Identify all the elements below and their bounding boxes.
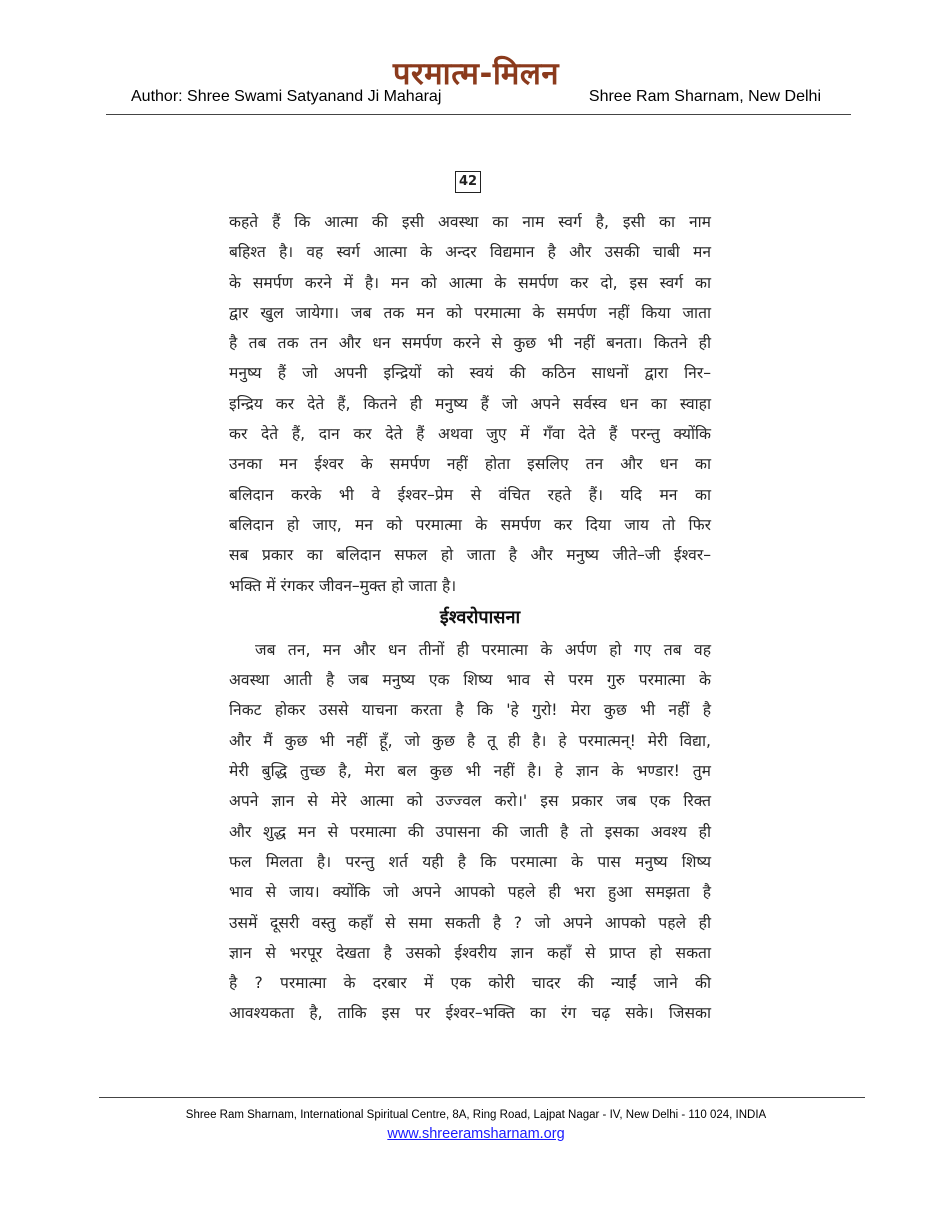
text-line: ज्ञान से भरपूर देखता है उसको ईश्वरीय ज्ञान कहाँ से प्राप्त हो सकता	[229, 943, 711, 962]
body-text	[229, 207, 711, 1029]
text-line: है ? परमात्मा के दरबार में एक कोरी चादर की न्याईं जाने की	[229, 974, 711, 993]
text-line: फल मिलता है। परन्तु शर्त यही है कि परमात्मा के पास मनुष्य शिष्य	[229, 852, 711, 871]
text-line: द्वार खुल जायेगा। जब तक मन को परमात्मा के समर्पण नहीं किया जाता	[229, 303, 711, 322]
text-line: मनुष्य हैं जो अपनी इन्द्रियों को स्वयं की कठिन साधनों द्वारा निर–	[229, 364, 711, 383]
section-heading: ईश्वरोपासना	[439, 606, 521, 628]
text-line: कर देते हैं, दान कर देते हैं अथवा जुए में गँवा देते हैं परन्तु क्योंकि	[229, 425, 711, 444]
text-line: सब प्रकार का बलिदान सफल हो जाता है और मनुष्य जीते–जी ईश्वर–	[229, 546, 711, 565]
text-line: जब तन, मन और धन तीनों ही परमात्मा के अर्पण हो गए तब वह	[255, 640, 711, 659]
paragraph-1	[229, 207, 711, 601]
text-line: उनका मन ईश्वर के समर्पण नहीं होता इसलिए तन और धन का	[229, 455, 711, 474]
text-line: कहते हैं कि आत्मा की इसी अवस्था का नाम स्वर्ग है, इसी का नाम	[229, 213, 711, 231]
text-line: अवस्था आती है जब मनुष्य एक शिष्य भाव से परम गुरु परमात्मा के	[229, 671, 711, 690]
book-title: परमात्म-मिलन	[392, 56, 560, 92]
text-line: निकट होकर उससे याचना करता है कि 'हे गुरो! मेरा कुछ भी नहीं है	[229, 701, 711, 720]
text-line: आवश्यकता है, ताकि इस पर ईश्वर–भक्ति का रंग चढ़ सके। जिसका	[229, 1004, 711, 1023]
text-line: इन्द्रिय कर देते हैं, कितने ही मनुष्य हैं जो अपने सर्वस्व धन का स्वाहा	[229, 394, 711, 413]
page-number-box: 42	[455, 171, 481, 193]
paragraph-2	[229, 635, 711, 1029]
footer-divider	[99, 1097, 865, 1098]
text-line: बलिदान हो जाए, मन को परमात्मा के समर्पण कर दिया जाय तो फिर	[229, 515, 711, 534]
author-line: Author: Shree Swami Satyanand Ji Maharaj	[131, 88, 442, 105]
text-line: और शुद्ध मन से परमात्मा की उपासना की जाती है तो इसका अवश्य ही	[229, 822, 711, 841]
text-line: उसमें दूसरी वस्तु कहाँ से समा सकती है ? जो अपने आपको पहले ही	[229, 913, 711, 932]
footer-address: Shree Ram Sharnam, International Spiritual Centre, 8A, Ring Road, Lajpat Nagar - IV, New Delhi - 110 024, INDIA	[185, 1109, 767, 1121]
text-line: अपने ज्ञान से मेरे आत्मा को उज्ज्वल करो।' इस प्रकार जब एक रिक्त	[229, 792, 711, 811]
text-line: बलिदान करके भी वे ईश्वर–प्रेम से वंचित रहते हैं। यदि मन का	[229, 485, 711, 504]
text-line: मेरी बुद्धि तुच्छ है, मेरा बल कुछ भी नहीं है। हे ज्ञान के भण्डार! तुम	[229, 762, 711, 781]
text-line: भक्ति में रंगकर जीवन–मुक्त हो जाता है।	[229, 576, 457, 595]
text-line: और मैं कुछ भी नहीं हूँ, जो कुछ है तू ही है। हे परमात्मन्! मेरी विद्या,	[229, 731, 711, 750]
website-link[interactable]: www.shreeramsharnam.org	[387, 1126, 565, 1142]
text-line: बहिश्त है। वह स्वर्ग आत्मा के अन्दर विद्यमान है और उसकी चाबी मन	[229, 243, 711, 262]
text-line: के समर्पण करने में है। मन को आत्मा के समर्पण कर दो, इस स्वर्ग का	[229, 273, 711, 292]
publisher-line: Shree Ram Sharnam, New Delhi	[588, 88, 821, 105]
text-line: है तब तक तन और धन समर्पण करने से कुछ भी नहीं बनता। कितने ही	[229, 334, 711, 353]
header-divider	[106, 114, 851, 115]
text-line: भाव से जाय। क्योंकि जो अपने आपको पहले ही भरा हुआ समझता है	[229, 883, 711, 902]
